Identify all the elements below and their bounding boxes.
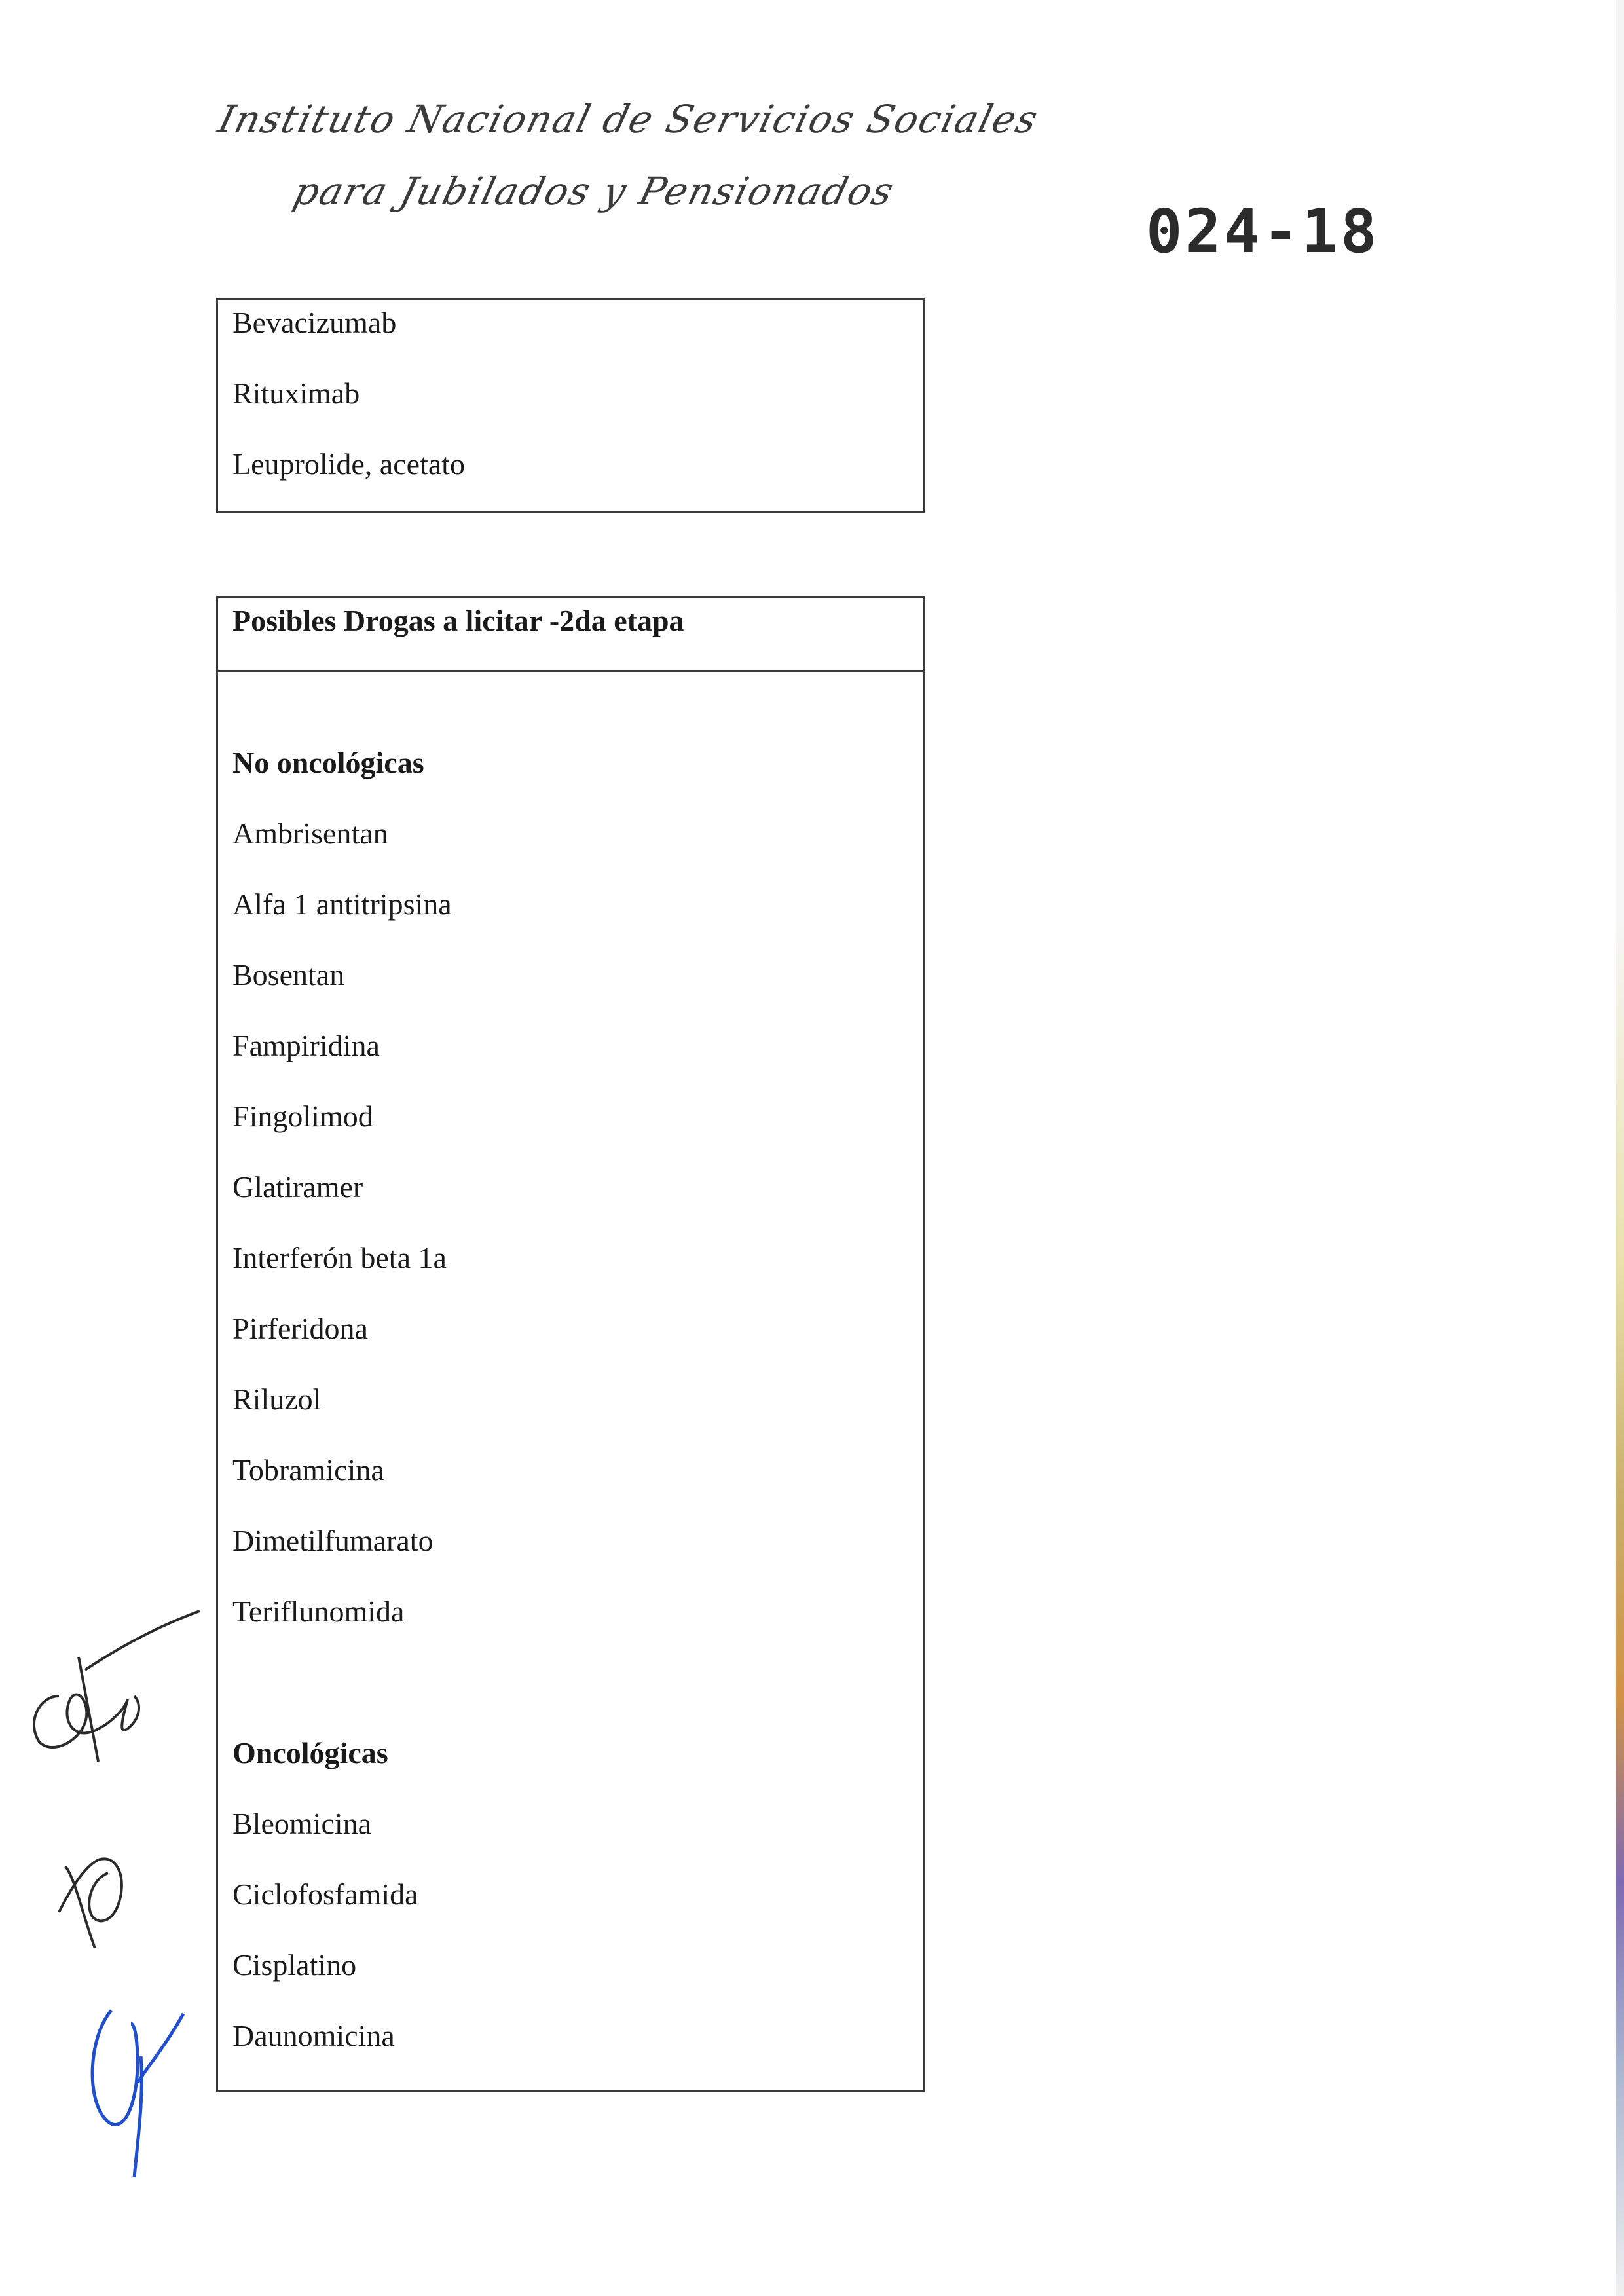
institution-letterhead [213, 97, 1043, 228]
letterhead-line-2: para Jubilados y Pensionados [289, 169, 899, 213]
signature-1 [13, 1598, 210, 1768]
signature-3 [72, 1997, 196, 2187]
list-item: Fingolimod [232, 1100, 373, 1133]
scan-edge-strip [1616, 0, 1624, 2296]
list-item: Ambrisentan [232, 817, 388, 850]
list-item: Fampiridina [232, 1029, 380, 1062]
list-item: Bleomicina [232, 1807, 372, 1840]
list-item: Cisplatino [232, 1948, 357, 1982]
section-heading-no-oncologicas: No oncológicas [232, 746, 424, 779]
list-item: Tobramicina [232, 1453, 384, 1487]
list-item: Dimetilfumarato [232, 1524, 434, 1557]
letterhead-line-1: Instituto Nacional de Servicios Sociales [213, 97, 1043, 141]
list-item: Daunomicina [232, 2019, 395, 2052]
list-item: Pirferidona [232, 1312, 368, 1345]
document-number-stamp: 024-18 [1146, 196, 1380, 267]
list-item: Riluzol [232, 1382, 322, 1416]
list-item: Bosentan [232, 958, 345, 991]
list-item: Bevacizumab [232, 306, 397, 339]
drug-list-box-2 [216, 596, 925, 2092]
section-heading-oncologicas: Oncológicas [232, 1736, 388, 1769]
list-item: Glatiramer [232, 1170, 363, 1204]
list-item: Interferón beta 1a [232, 1241, 447, 1274]
signature-2 [46, 1840, 144, 1958]
list-item: Teriflunomida [232, 1595, 405, 1628]
list-item: Rituximab [232, 377, 360, 410]
title-divider [218, 670, 923, 672]
drug-list-box-1 [216, 298, 925, 513]
list-item: Leuprolide, acetato [232, 447, 466, 481]
list-item: Alfa 1 antitripsina [232, 887, 452, 921]
list-item: Ciclofosfamida [232, 1878, 418, 1911]
box-title: Posibles Drogas a licitar -2da etapa [232, 604, 684, 637]
